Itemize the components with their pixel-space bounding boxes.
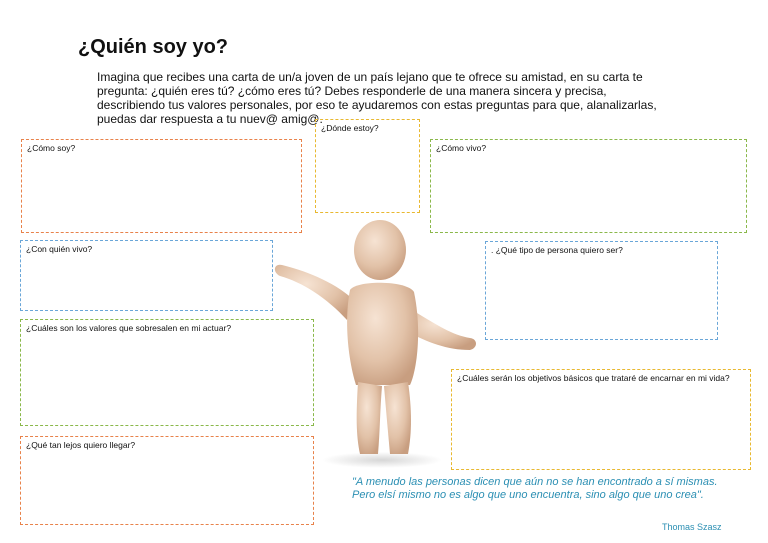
person-figure-illustration xyxy=(272,210,482,470)
objetivos-label: ¿Cuáles serán los objetivos básicos que trataré de encarnar en mi vida? xyxy=(457,373,730,383)
como-soy-label: ¿Cómo soy? xyxy=(27,143,76,153)
donde-estoy-box[interactable] xyxy=(315,119,420,213)
valores-label: ¿Cuáles son los valores que sobresalen en mi actuar? xyxy=(26,323,232,333)
que-tan-lejos-box[interactable] xyxy=(20,436,314,525)
quote-text: "A menudo las personas dicen que aún no se han encontrado a sí mismas. Pero elsí mismo no es algo que uno encuentra, sino algo que uno crea". xyxy=(352,476,718,501)
intro-paragraph: Imagina que recibes una carta de un/a joven de un país lejano que te ofrece su amistad, en su carta te pregunta: ¿quién eres tú? ¿cómo eres tú? Debes responderle de una manera sincera y precisa, describiendo tus valores personales, por eso te ayudaremos con estas preguntas para que, alanalizarlas, puedas dar respuesta a tu nuev@ amig@. xyxy=(97,70,657,126)
que-tan-lejos-label: ¿Qué tan lejos quiero llegar? xyxy=(26,440,136,450)
con-quien-vivo-box[interactable] xyxy=(20,240,273,311)
tipo-persona-label: . ¿Qué tipo de persona quiero ser? xyxy=(491,245,623,255)
con-quien-vivo-label: ¿Con quién vivo? xyxy=(26,244,93,254)
quote-author: Thomas Szasz xyxy=(662,522,722,532)
donde-estoy-label: ¿Dónde estoy? xyxy=(321,123,379,133)
tipo-persona-box[interactable] xyxy=(485,241,718,340)
objetivos-box[interactable] xyxy=(451,369,751,470)
valores-box[interactable] xyxy=(20,319,314,426)
page-title: ¿Quién soy yo? xyxy=(78,36,229,58)
como-soy-box[interactable] xyxy=(21,139,302,233)
como-vivo-label: ¿Cómo vivo? xyxy=(436,143,487,153)
